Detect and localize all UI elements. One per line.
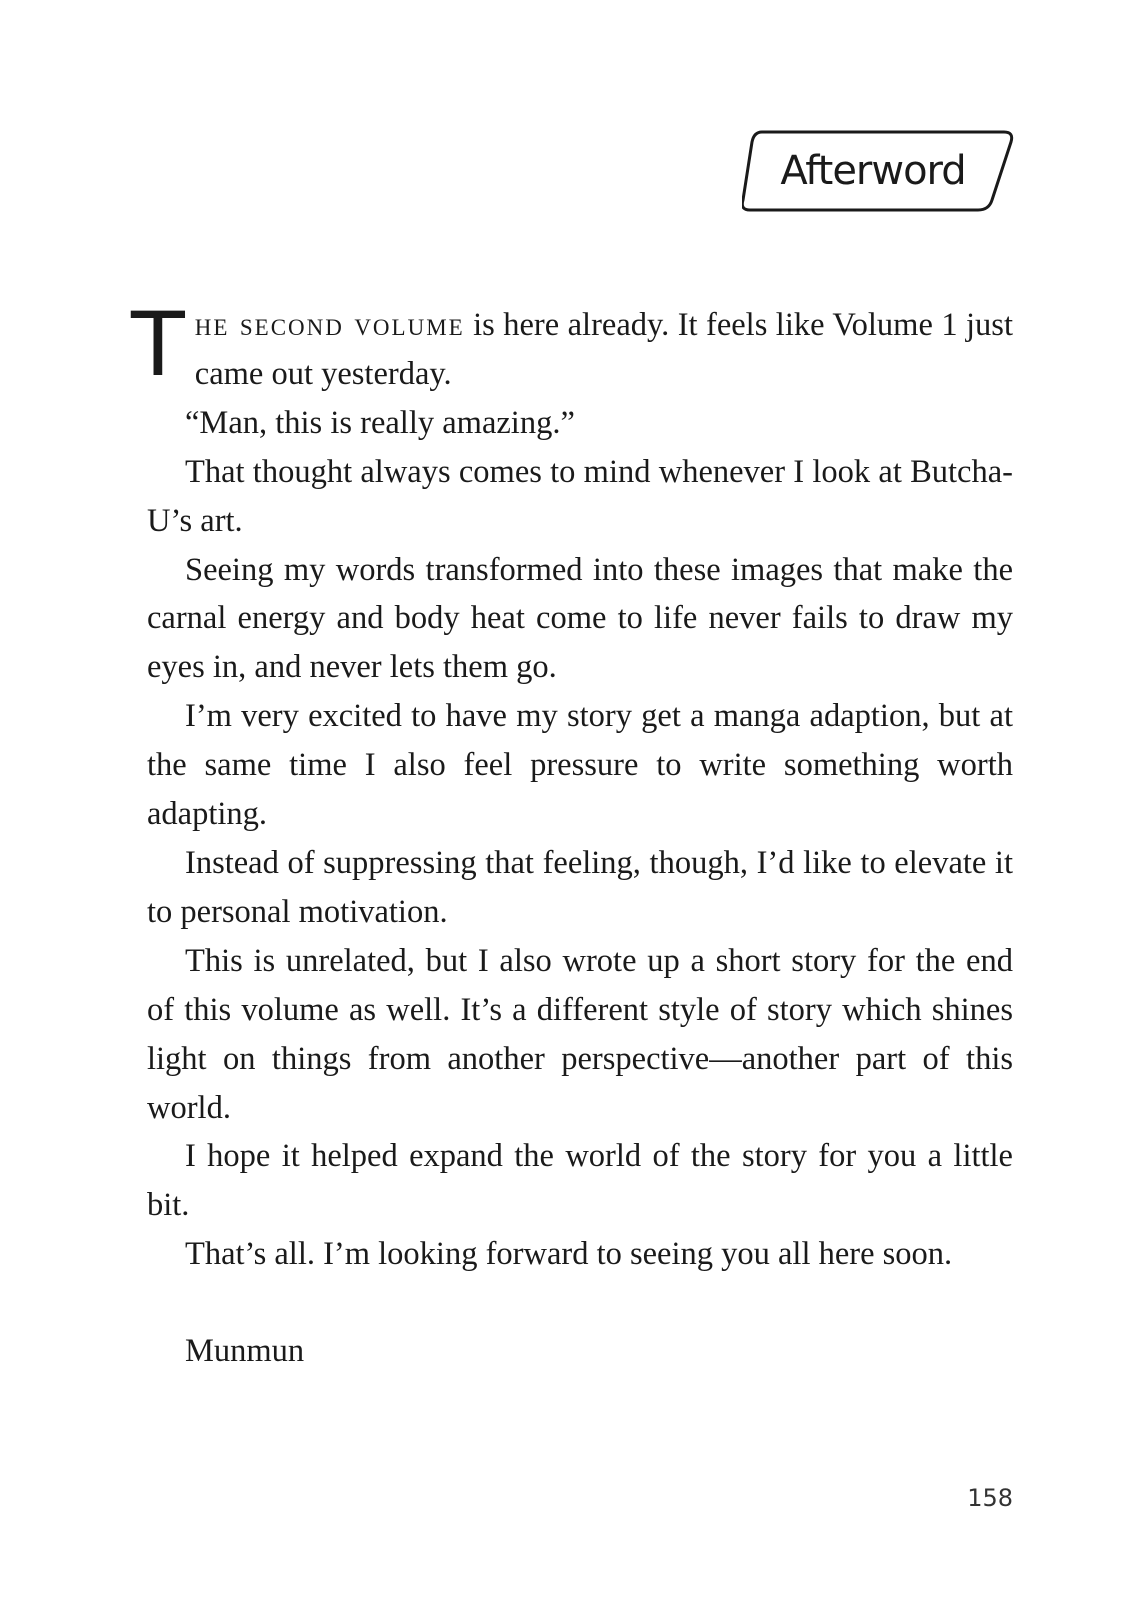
paragraph-2: “Man, this is really amazing.” bbox=[185, 404, 575, 441]
paragraph-7: This is unrelated, but I also wrote up a short story for the end of this volume as well. It’s a different style of story which shines light on things from another perspective—another part of this world. bbox=[147, 942, 1013, 1126]
author-signature: Munmun bbox=[185, 1333, 305, 1370]
lead-in-small-caps: he second volume bbox=[194, 307, 465, 343]
paragraph-8: I hope it helped expand the world of the story for you a little bit. bbox=[147, 1138, 1013, 1224]
drop-cap: T bbox=[131, 293, 185, 396]
chapter-header bbox=[742, 130, 1014, 212]
paragraph-4: Seeing my words transformed into these images that make the carnal energy and body heat come to life never fails to draw my eyes in, and never lets them go. bbox=[147, 551, 1013, 686]
afterword-body bbox=[131, 293, 1013, 1376]
paragraph-1-text: is here already. It feels like Volume 1 just came out yesterday. bbox=[194, 307, 1013, 392]
paragraph-9: That’s all. I’m looking forward to seeing you all here soon. bbox=[185, 1236, 953, 1273]
paragraph-1 bbox=[131, 293, 1013, 399]
paragraph-6: Instead of suppressing that feeling, though, I’d like to elevate it to personal motivation. bbox=[147, 844, 1013, 930]
paragraph-5: I’m very excited to have my story get a manga adaption, but at the same time I also feel pressure to write something worth adapting. bbox=[147, 698, 1013, 833]
page-number: 158 bbox=[967, 1484, 1013, 1512]
paragraph-3: That thought always comes to mind whenever I look at Butcha-U’s art. bbox=[147, 453, 1013, 539]
chapter-title: Afterword bbox=[780, 148, 966, 194]
